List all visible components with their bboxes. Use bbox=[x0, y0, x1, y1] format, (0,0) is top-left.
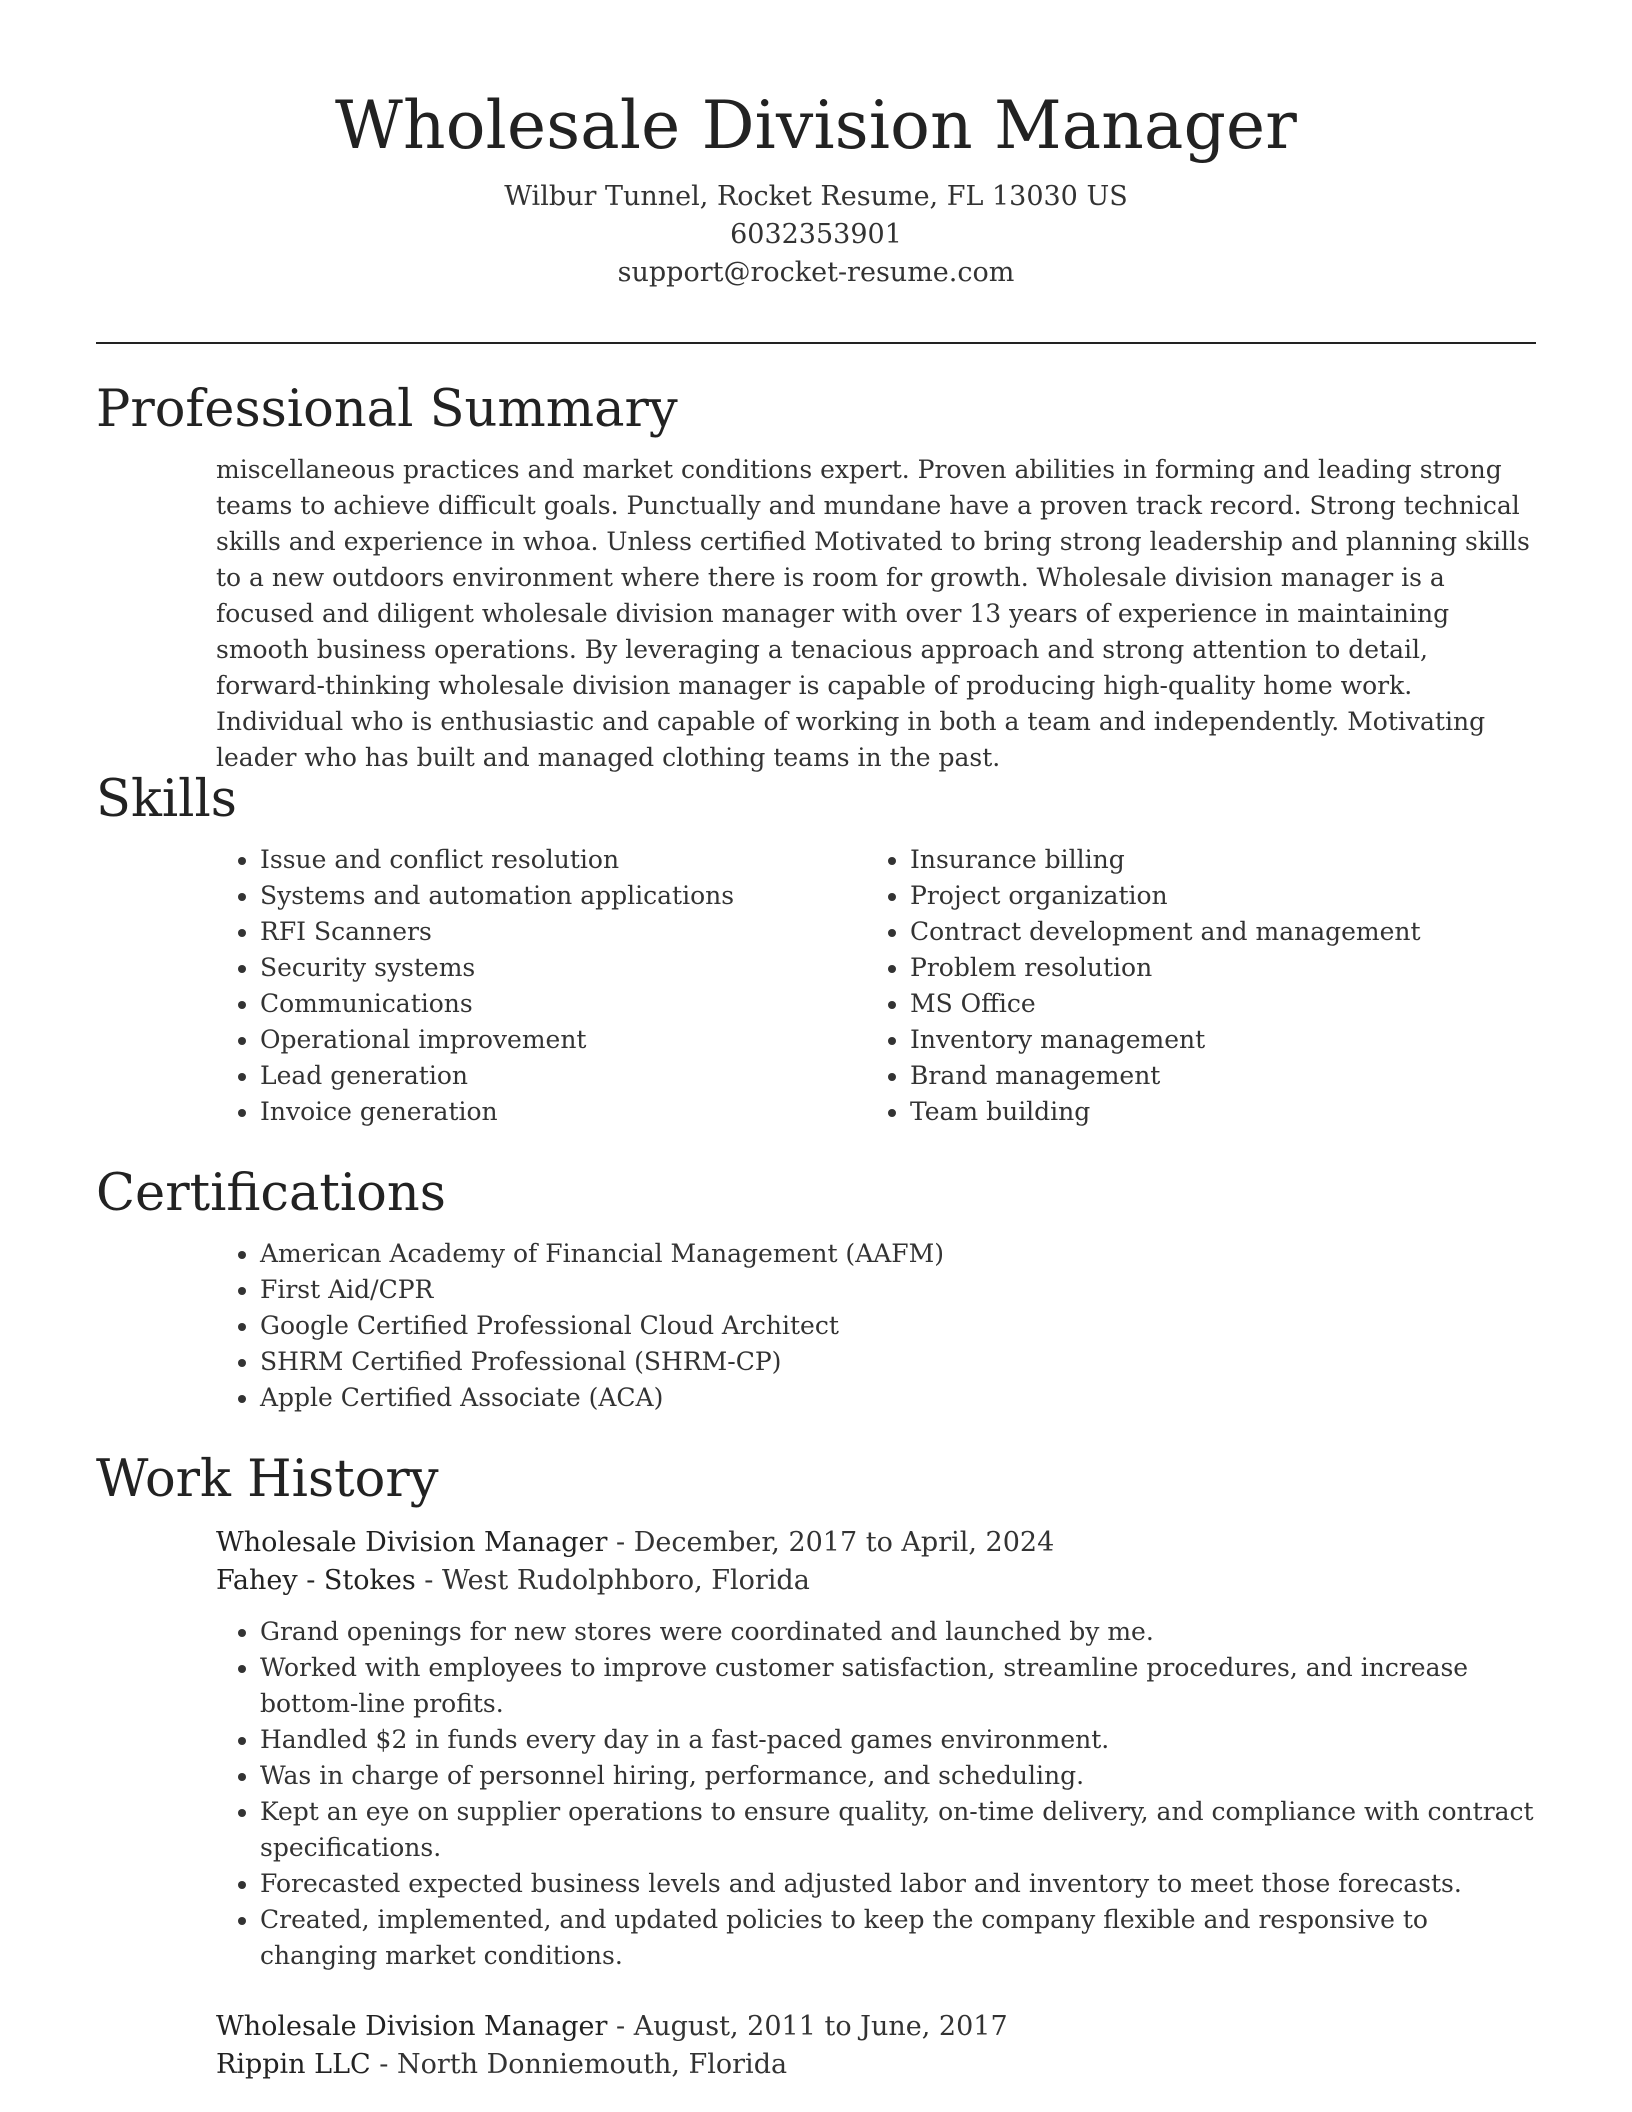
candidate-name: Wholesale Division Manager bbox=[334, 87, 1298, 164]
section-title-certifications: Certifications bbox=[96, 1164, 446, 1223]
job-company: Fahey - Stokes bbox=[216, 1565, 416, 1596]
section-title-summary: Professional Summary bbox=[96, 380, 678, 439]
job-title: Wholesale Division Manager bbox=[216, 2011, 608, 2042]
job-entry bbox=[96, 2008, 1536, 2084]
resume-header bbox=[0, 0, 1632, 292]
list-item: • MS Office bbox=[910, 986, 1516, 1022]
list-item: • Insurance billing bbox=[910, 842, 1516, 878]
skills-column-left bbox=[216, 842, 866, 1130]
certifications-list bbox=[216, 1236, 1536, 1416]
list-item: • Team building bbox=[910, 1094, 1516, 1130]
list-item: • Communications bbox=[260, 986, 866, 1022]
job-title-line bbox=[216, 1524, 1536, 1562]
list-item: • Issue and conflict resolution bbox=[260, 842, 866, 878]
list-item: • Was in charge of personnel hiring, performance, and scheduling. bbox=[260, 1758, 1536, 1794]
skills-column-right bbox=[866, 842, 1516, 1130]
list-item: • Systems and automation applications bbox=[260, 878, 866, 914]
section-title-skills: Skills bbox=[96, 770, 237, 829]
summary-section bbox=[96, 378, 1536, 776]
job-dates: August, 2011 to June, 2017 bbox=[633, 2011, 1008, 2042]
list-item: • Kept an eye on supplier operations to ensure quality, on-time delivery, and compliance with contract specifications. bbox=[260, 1794, 1536, 1866]
list-item: • Security systems bbox=[260, 950, 866, 986]
summary-text: miscellaneous practices and market conditions expert. Proven abilities in forming and leading strong teams to achieve difficult goals. Punctually and mundane have a proven track record. Strong technical skills and experience in whoa. Unless certified Motivated to bring strong leadership and planning skills to a new outdoors environment where there is room for growth. Wholesale division manager is a focused and diligent wholesale division manager with over 13 years of experience in maintaining smooth business operations. By leveraging a tenacious approach and strong attention to detail, forward-thinking wholesale division manager is capable of producing high-quality home work. Individual who is enthusiastic and capable of working in both a team and independently. Motivating leader who has built and managed clothing teams in the past. bbox=[216, 455, 1530, 772]
list-item: • Problem resolution bbox=[910, 950, 1516, 986]
list-item: • Forecasted expected business levels and adjusted labor and inventory to meet those forecasts. bbox=[260, 1866, 1536, 1902]
skills-list-right bbox=[866, 842, 1516, 1130]
job-location: North Donniemouth, Florida bbox=[396, 2049, 788, 2080]
list-item: • Lead generation bbox=[260, 1058, 866, 1094]
list-item: • Contract development and management bbox=[910, 914, 1516, 950]
contact-email: support@rocket-resume.com bbox=[617, 257, 1015, 288]
list-item: • Created, implemented, and updated policies to keep the company flexible and responsive to changing market conditions. bbox=[260, 1902, 1536, 1974]
job-location: West Rudolphboro, Florida bbox=[442, 1565, 810, 1596]
certifications-section bbox=[96, 1162, 1536, 1416]
job-bullets-wrap bbox=[216, 1614, 1536, 1974]
job-title-line bbox=[216, 2008, 1536, 2046]
list-item: • Operational improvement bbox=[260, 1022, 866, 1058]
list-item: • Apple Certified Associate (ACA) bbox=[260, 1380, 1536, 1416]
contact-phone: 6032353901 bbox=[730, 219, 902, 250]
job-company-line bbox=[216, 1562, 1536, 1600]
section-title-work-history: Work History bbox=[96, 1450, 439, 1509]
job-company: Rippin LLC bbox=[216, 2049, 371, 2080]
list-item: • RFI Scanners bbox=[260, 914, 866, 950]
job-bullets bbox=[216, 1614, 1536, 1974]
list-item: • Grand openings for new stores were coordinated and launched by me. bbox=[260, 1614, 1536, 1650]
contact-address: Wilbur Tunnel, Rocket Resume, FL 13030 US bbox=[504, 181, 1128, 212]
list-item: • Google Certified Professional Cloud Architect bbox=[260, 1308, 1536, 1344]
skills-section bbox=[96, 768, 1536, 1130]
skills-grid bbox=[216, 842, 1536, 1130]
header-divider bbox=[96, 342, 1536, 344]
list-item: • First Aid/CPR bbox=[260, 1272, 1536, 1308]
job-dates: December, 2017 to April, 2024 bbox=[633, 1527, 1055, 1558]
job-separator: - bbox=[370, 2049, 397, 2080]
job-separator: - bbox=[607, 2011, 634, 2042]
contact-info bbox=[0, 178, 1632, 292]
list-item: • Brand management bbox=[910, 1058, 1516, 1094]
list-item: • Inventory management bbox=[910, 1022, 1516, 1058]
list-item: • Handled $2 in funds every day in a fast-paced games environment. bbox=[260, 1722, 1536, 1758]
list-item: • Project organization bbox=[910, 878, 1516, 914]
job-separator: - bbox=[415, 1565, 443, 1596]
list-item: • SHRM Certified Professional (SHRM-CP) bbox=[260, 1344, 1536, 1380]
certifications-list-wrap bbox=[216, 1236, 1536, 1416]
list-item: • American Academy of Financial Management (AAFM) bbox=[260, 1236, 1536, 1272]
job-company-line bbox=[216, 2046, 1536, 2084]
work-history-section bbox=[96, 1448, 1536, 2084]
job-entry bbox=[96, 1524, 1536, 1974]
list-item: • Invoice generation bbox=[260, 1094, 866, 1130]
job-title: Wholesale Division Manager bbox=[216, 1527, 608, 1558]
list-item: • Worked with employees to improve customer satisfaction, streamline procedures, and increase bottom-line profits. bbox=[260, 1650, 1536, 1722]
job-separator: - bbox=[607, 1527, 634, 1558]
skills-list-left bbox=[216, 842, 866, 1130]
